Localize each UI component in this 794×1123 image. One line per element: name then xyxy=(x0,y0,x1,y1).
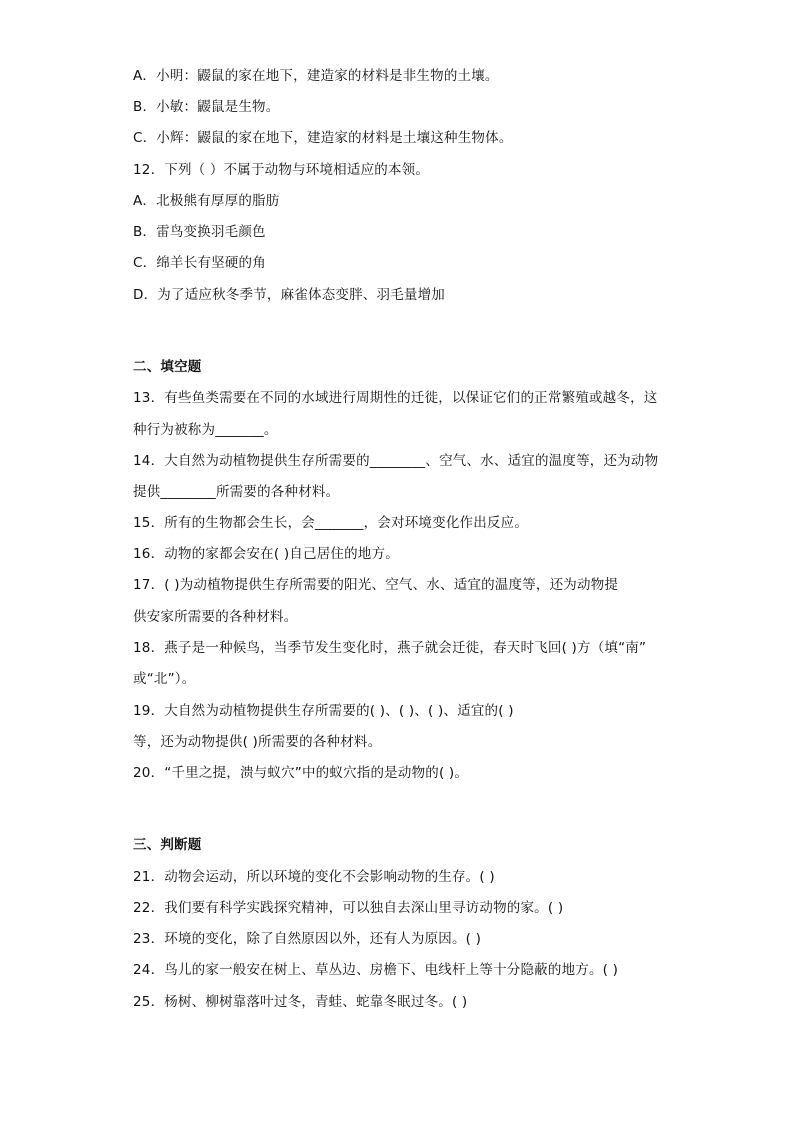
question-22: 22．我们要有科学实践探究精神，可以独自去深山里寻访动物的家。( ) xyxy=(133,900,564,916)
question-13: 13．有些鱼类需要在不同的水域进行周期性的迁徙，以保证它们的正常繁殖或越冬，这 xyxy=(133,390,658,406)
question-17: 17．( )为动植物提供生存所需要的阳光、空气、水、适宜的温度等，还为动物提 xyxy=(133,577,619,593)
question-19: 19．大自然为动植物提供生存所需要的( )、( )、( )、适宜的( ) xyxy=(133,703,514,719)
question-12: 12．下列（ ）不属于动物与环境相适应的本领。 xyxy=(133,162,430,178)
question-16: 16．动物的家都会安在( )自己居住的地方。 xyxy=(133,546,399,562)
question-14-cont: 提供________所需要的各种材料。 xyxy=(133,484,340,500)
question-21: 21．动物会运动，所以环境的变化不会影响动物的生存。( ) xyxy=(133,869,495,885)
question-20: 20．“千里之提，溃与蚁穴”中的蚁穴指的是动物的( )。 xyxy=(133,765,469,781)
question-25: 25．杨树、柳树靠落叶过冬，青蛙、蛇靠冬眠过冬。( ) xyxy=(133,994,468,1010)
option-b-xiaomin: B．小敏：鼹鼠是生物。 xyxy=(133,99,280,115)
question-12-option-a: A．北极熊有厚厚的脂肪 xyxy=(133,193,280,209)
option-a-xiaoming: A．小明：鼹鼠的家在地下，建造家的材料是非生物的土壤。 xyxy=(133,68,499,84)
question-14: 14．大自然为动植物提供生存所需要的________、空气、水、适宜的温度等，还为动物 xyxy=(133,453,659,469)
question-18-cont: 或“北”）。 xyxy=(133,671,196,687)
question-24: 24．鸟儿的家一般安在树上、草丛边、房檐下、电线杆上等十分隐蔽的地方。( ) xyxy=(133,962,619,978)
option-c-xiaohui: C．小辉：鼹鼠的家在地下，建造家的材料是土壤这种生物体。 xyxy=(133,130,513,146)
section-heading-true-false: 三、判断题 xyxy=(133,837,202,853)
question-19-cont: 等，还为动物提供( )所需要的各种材料。 xyxy=(133,734,382,750)
question-13-cont: 种行为被称为_______。 xyxy=(133,422,278,438)
question-12-option-d: D．为了适应秋冬季节，麻雀体态变胖、羽毛量增加 xyxy=(133,287,445,303)
question-12-option-c: C．绵羊长有坚硬的角 xyxy=(133,255,266,271)
question-15: 15．所有的生物都会生长，会_______，会对环境变化作出反应。 xyxy=(133,515,529,531)
question-17-cont: 供安家所需要的各种材料。 xyxy=(133,609,298,625)
question-23: 23．环境的变化，除了自然原因以外，还有人为原因。( ) xyxy=(133,931,482,947)
question-12-option-b: B．雷鸟变换羽毛颜色 xyxy=(133,224,266,240)
section-heading-fill-in: 二、填空题 xyxy=(133,359,202,375)
question-18: 18．燕子是一种候鸟，当季节发生变化时，燕子就会迁徙，春天时飞回( )方（填“南” xyxy=(133,640,647,656)
